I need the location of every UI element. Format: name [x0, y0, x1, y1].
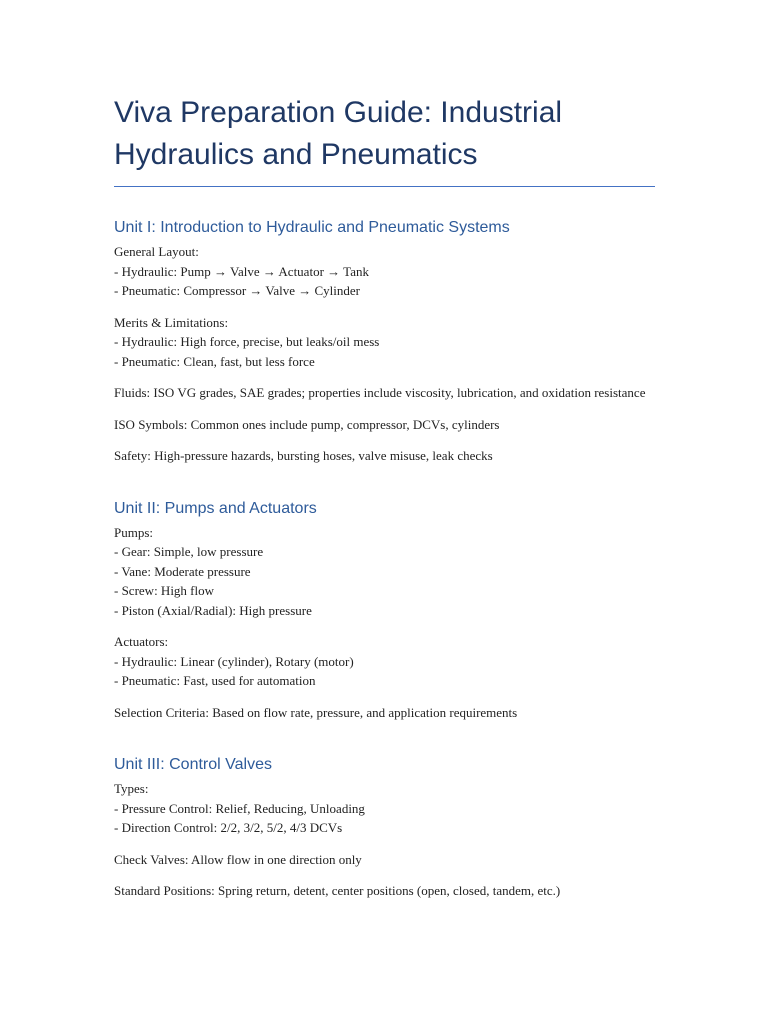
- section-heading-unit-1: Unit I: Introduction to Hydraulic and Pneumatic Systems: [114, 219, 510, 236]
- title-underline: [114, 186, 655, 187]
- paragraph-fluids: Fluids: ISO VG grades, SAE grades; properties include viscosity, lubrication, and oxidation resistance: [114, 385, 646, 400]
- document-page: [114, 92, 654, 901]
- paragraph-merits-limitations: Merits & Limitations: - Hydraulic: High force, precise, but leaks/oil mess - Pneumatic: Clean, fast, but less force: [114, 314, 380, 369]
- paragraph-check-valves: Check Valves: Allow flow in one direction only: [114, 851, 362, 867]
- paragraph-types: Types: - Pressure Control: Relief, Reducing, Unloading - Direction Control: 2/2, 3/2, 5/2, 4/3 DCVs: [114, 781, 365, 835]
- paragraph-standard-positions: Standard Positions: Spring return, detent, center positions (open, closed, tandem, etc.): [114, 883, 561, 898]
- section-heading-unit-3: Unit III: Control Valves: [114, 756, 272, 773]
- paragraph-general-layout: General Layout: - Hydraulic: Pump → Valve → Actuator → Tank - Pneumatic: Compressor → Valve → Cylinder: [114, 244, 369, 298]
- paragraph-selection-criteria: Selection Criteria: Based on flow rate, pressure, and application requirements: [114, 704, 518, 720]
- paragraph-pumps: Pumps: - Gear: Simple, low pressure - Vane: Moderate pressure - Screw: High flow - Piston (Axial/Radial): High pressure: [114, 524, 312, 618]
- paragraph-safety: Safety: High-pressure hazards, bursting hoses, valve misuse, leak checks: [114, 448, 493, 463]
- paragraph-actuators: Actuators: - Hydraulic: Linear (cylinder), Rotary (motor) - Pneumatic: Fast, used for automation: [114, 634, 354, 688]
- section-heading-unit-2: Unit II: Pumps and Actuators: [114, 499, 317, 517]
- document-title: Viva Preparation Guide: Industrial Hydraulics and Pneumatics: [114, 96, 563, 171]
- paragraph-iso-symbols: ISO Symbols: Common ones include pump, compressor, DCVs, cylinders: [114, 416, 500, 432]
